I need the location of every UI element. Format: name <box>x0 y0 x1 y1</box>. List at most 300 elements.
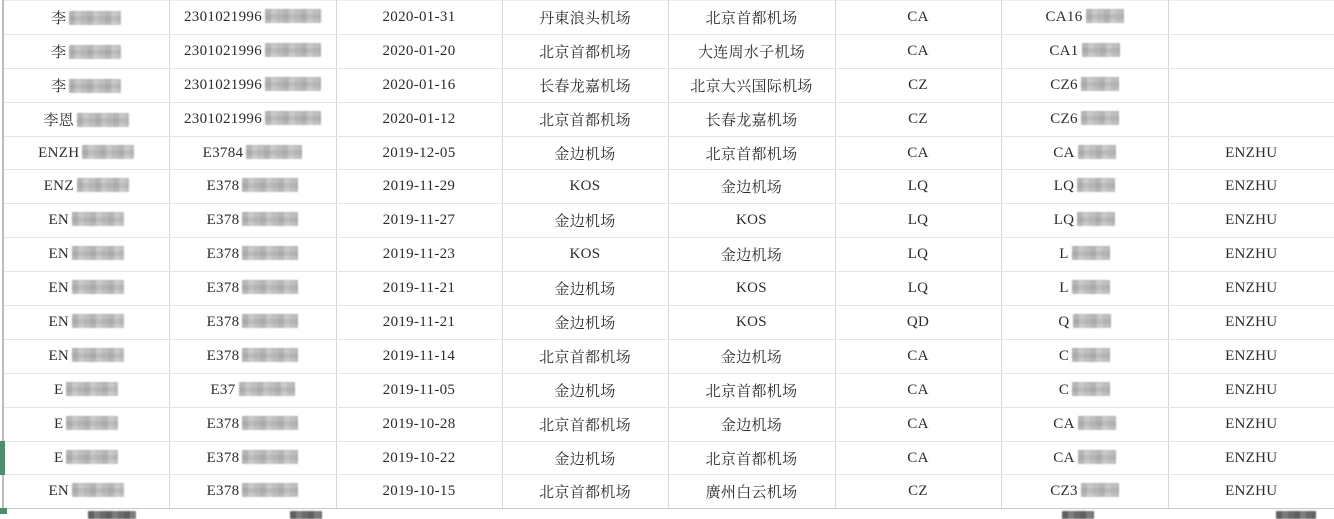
cell-airline-code[interactable] <box>835 136 1001 170</box>
table-row <box>4 407 1334 441</box>
cell-text: CA1 <box>1049 42 1079 59</box>
cell-text: 李 <box>51 44 67 61</box>
cell-flight-date[interactable] <box>336 1 502 35</box>
redaction-patch <box>1072 280 1110 294</box>
redaction-patch <box>1078 145 1116 159</box>
cell-arrival-airport[interactable] <box>668 204 835 238</box>
cell-owner-name[interactable] <box>1168 136 1334 170</box>
redaction-patch <box>1072 348 1110 362</box>
redaction-patch <box>1078 416 1116 430</box>
cell-text: LQ <box>1053 212 1075 229</box>
cell-arrival-airport[interactable] <box>668 373 835 407</box>
cell-text: CA <box>907 347 929 364</box>
cell-text: 金边机场 <box>554 315 616 332</box>
cell-text: LQ <box>907 280 929 297</box>
cell-text: CA <box>907 449 929 466</box>
cell-text: 2019-10-22 <box>382 449 456 466</box>
cell-document-id[interactable] <box>169 306 336 340</box>
cell-text: LQ <box>1053 178 1075 195</box>
cell-text: E <box>54 449 64 466</box>
cell-text: CA <box>1053 449 1075 466</box>
cell-arrival-airport[interactable] <box>668 238 835 272</box>
cell-text: 金边机场 <box>554 146 616 163</box>
cell-text: 丹東浪头机场 <box>539 10 631 27</box>
cell-text: E3784 <box>202 144 244 161</box>
cell-passenger-name[interactable] <box>4 306 169 340</box>
table-row <box>4 339 1334 373</box>
cell-text: ENZHU <box>1225 144 1278 161</box>
redaction-patch <box>72 246 124 260</box>
cell-flight-date[interactable] <box>336 475 502 509</box>
cell-flight-date[interactable] <box>336 102 502 136</box>
redaction-patch <box>72 483 124 497</box>
cell-flight-date[interactable] <box>336 441 502 475</box>
cell-passenger-name[interactable] <box>4 407 169 441</box>
cell-text: CZ <box>908 110 928 127</box>
cell-arrival-airport[interactable] <box>668 68 835 102</box>
selection-corner-mark <box>0 508 7 514</box>
table-row <box>4 170 1334 204</box>
cell-flight-date[interactable] <box>336 68 502 102</box>
redaction-patch <box>242 178 298 192</box>
cell-passenger-name[interactable] <box>4 170 169 204</box>
cell-flight-number[interactable] <box>1001 102 1168 136</box>
table-row <box>4 102 1334 136</box>
cell-text: 2019-11-14 <box>382 347 456 364</box>
cell-passenger-name[interactable] <box>4 373 169 407</box>
redaction-patch <box>242 348 298 362</box>
cell-text: 2019-10-28 <box>382 415 456 432</box>
cell-document-id[interactable] <box>169 1 336 35</box>
cell-text: EN <box>48 246 70 263</box>
redaction-patch <box>1078 450 1116 464</box>
cell-airline-code[interactable] <box>835 475 1001 509</box>
cell-text: 李 <box>51 10 67 27</box>
cell-airline-code[interactable] <box>835 102 1001 136</box>
cell-flight-number[interactable] <box>1001 136 1168 170</box>
cell-airline-code[interactable] <box>835 34 1001 68</box>
cell-arrival-airport[interactable] <box>668 475 835 509</box>
cell-flight-number[interactable] <box>1001 34 1168 68</box>
cell-text: 金边机场 <box>720 248 783 265</box>
cell-text: C <box>1058 347 1070 364</box>
cell-flight-date[interactable] <box>336 204 502 238</box>
cell-airline-code[interactable] <box>835 339 1001 373</box>
cell-flight-date[interactable] <box>336 339 502 373</box>
cell-text: LQ <box>907 212 929 229</box>
redaction-patch <box>1082 43 1120 57</box>
redaction-patch <box>77 113 129 127</box>
cell-airline-code[interactable] <box>835 170 1001 204</box>
cell-passenger-name[interactable] <box>4 272 169 306</box>
redaction-patch-dark <box>290 511 322 519</box>
cell-text: E378 <box>206 347 240 364</box>
cell-flight-date[interactable] <box>336 34 502 68</box>
redaction-patch <box>69 45 121 59</box>
cell-text: CZ6 <box>1050 110 1078 127</box>
cell-text: ENZHU <box>1225 313 1278 330</box>
cell-owner-name[interactable] <box>1168 407 1334 441</box>
redaction-patch <box>242 483 298 497</box>
cell-flight-date[interactable] <box>336 272 502 306</box>
cell-text: 2019-10-15 <box>382 483 456 500</box>
cell-flight-number[interactable] <box>1001 204 1168 238</box>
cell-flight-number[interactable] <box>1001 272 1168 306</box>
redaction-patch <box>1077 212 1115 226</box>
redaction-patch <box>1072 382 1110 396</box>
cell-text: E378 <box>206 280 240 297</box>
cell-text: 李 <box>51 78 67 95</box>
cell-text: 2019-11-29 <box>382 178 456 195</box>
cell-flight-number[interactable] <box>1001 407 1168 441</box>
cell-text: 长春龙嘉机场 <box>705 112 798 129</box>
cell-document-id[interactable] <box>169 475 336 509</box>
cell-departure-airport[interactable] <box>502 102 668 136</box>
cell-passenger-name[interactable] <box>4 34 169 68</box>
cell-document-id[interactable] <box>169 102 336 136</box>
cell-flight-number[interactable] <box>1001 170 1168 204</box>
cell-text: CZ6 <box>1050 76 1078 93</box>
cell-arrival-airport[interactable] <box>668 170 835 204</box>
cell-document-id[interactable] <box>169 339 336 373</box>
cell-text: EN <box>48 313 70 330</box>
cell-owner-name[interactable] <box>1168 441 1334 475</box>
cell-owner-name[interactable] <box>1168 339 1334 373</box>
cell-text: E378 <box>206 313 240 330</box>
table-row <box>4 68 1334 102</box>
cell-document-id[interactable] <box>169 373 336 407</box>
cell-passenger-name[interactable] <box>4 102 169 136</box>
cell-flight-date[interactable] <box>336 373 502 407</box>
table-row <box>4 475 1334 509</box>
cell-text: 2301021996 <box>184 110 262 127</box>
cell-text: ENZHU <box>1225 347 1278 364</box>
cell-departure-airport[interactable] <box>502 306 668 340</box>
cell-flight-number[interactable] <box>1001 306 1168 340</box>
cell-airline-code[interactable] <box>835 204 1001 238</box>
cell-text: KOS <box>736 313 767 330</box>
cell-text: 2301021996 <box>184 8 262 25</box>
redaction-patch <box>72 314 124 328</box>
cell-arrival-airport[interactable] <box>668 441 835 475</box>
cell-owner-name[interactable] <box>1168 475 1334 509</box>
cell-airline-code[interactable] <box>835 441 1001 475</box>
redaction-patch <box>66 416 118 430</box>
redaction-patch <box>246 145 302 159</box>
cell-text: EN <box>48 347 70 364</box>
redaction-patch <box>242 450 298 464</box>
cell-text: 2020-01-16 <box>382 76 456 93</box>
cell-text: CA <box>907 381 929 398</box>
cell-flight-date[interactable] <box>336 136 502 170</box>
cell-text: 金边机场 <box>554 214 616 231</box>
redaction-patch <box>1081 111 1119 125</box>
cell-departure-airport[interactable] <box>502 136 668 170</box>
redaction-patch <box>1081 483 1119 497</box>
cell-passenger-name[interactable] <box>4 238 169 272</box>
redaction-patch <box>1073 314 1111 328</box>
redaction-patch <box>69 79 121 93</box>
selected-row-indicator <box>0 441 5 475</box>
cell-text: EN <box>48 212 70 229</box>
cell-departure-airport[interactable] <box>502 441 668 475</box>
cell-airline-code[interactable] <box>835 272 1001 306</box>
cell-owner-name[interactable] <box>1168 306 1334 340</box>
cell-text: E37 <box>210 381 236 398</box>
cell-text: 2019-11-21 <box>382 313 456 330</box>
cell-text: Q <box>1058 313 1070 330</box>
redaction-patch <box>242 280 298 294</box>
redaction-patch <box>1077 178 1115 192</box>
cell-arrival-airport[interactable] <box>668 306 835 340</box>
cell-text: CZ <box>908 76 928 93</box>
cell-text: CA <box>907 415 929 432</box>
cell-text: ENZHU <box>1225 381 1278 398</box>
cell-text: 廣州白云机场 <box>705 485 798 502</box>
table-row <box>4 1 1334 35</box>
cell-flight-number[interactable] <box>1001 475 1168 509</box>
table-row <box>4 306 1334 340</box>
cell-flight-number[interactable] <box>1001 373 1168 407</box>
cell-text: 金边机场 <box>720 180 783 197</box>
cell-airline-code[interactable] <box>835 407 1001 441</box>
cell-text: KOS <box>736 280 767 297</box>
cell-passenger-name[interactable] <box>4 204 169 238</box>
cell-departure-airport[interactable] <box>502 204 668 238</box>
cell-flight-date[interactable] <box>336 238 502 272</box>
cell-owner-name[interactable] <box>1168 272 1334 306</box>
cell-text: CA16 <box>1045 8 1083 25</box>
redaction-patch <box>66 450 118 464</box>
cell-text: 北京首都机场 <box>539 44 631 61</box>
cell-text: E <box>54 381 64 398</box>
table-row <box>4 204 1334 238</box>
redaction-patch <box>265 43 321 57</box>
redaction-patch <box>242 212 298 226</box>
cell-text: 金边机场 <box>554 383 616 400</box>
cell-text: 2020-01-31 <box>382 8 456 25</box>
cell-text: E378 <box>206 483 240 500</box>
redaction-patch <box>242 416 298 430</box>
redaction-patch <box>265 111 321 125</box>
table-row <box>4 441 1334 475</box>
cell-flight-date[interactable] <box>336 407 502 441</box>
cell-text: 金边机场 <box>720 417 783 434</box>
cell-arrival-airport[interactable] <box>668 136 835 170</box>
cell-text: 2020-01-20 <box>382 42 456 59</box>
cell-text: 北京首都机场 <box>539 485 631 502</box>
table-row <box>4 272 1334 306</box>
redaction-patch <box>77 178 129 192</box>
cell-text: CZ3 <box>1050 483 1078 500</box>
redaction-patch <box>69 11 121 25</box>
redaction-patch-dark <box>1276 511 1316 519</box>
redaction-patch <box>66 382 118 396</box>
cell-departure-airport[interactable] <box>502 339 668 373</box>
cell-owner-name[interactable] <box>1168 373 1334 407</box>
redaction-patch <box>265 77 321 91</box>
cell-text: 北京首都机场 <box>705 10 798 27</box>
cell-owner-name[interactable] <box>1168 204 1334 238</box>
cell-owner-name[interactable] <box>1168 102 1334 136</box>
cell-text: KOS <box>569 246 601 263</box>
table-row <box>4 34 1334 68</box>
cell-text: 2019-11-23 <box>382 246 456 263</box>
cell-text: EN <box>48 280 70 297</box>
cell-flight-number[interactable] <box>1001 1 1168 35</box>
cell-text: L <box>1059 280 1069 297</box>
cell-text: E378 <box>206 246 240 263</box>
cell-document-id[interactable] <box>169 204 336 238</box>
cell-text: 北京首都机场 <box>539 349 631 366</box>
cell-text: 2019-11-05 <box>382 381 456 398</box>
cell-airline-code[interactable] <box>835 306 1001 340</box>
redaction-patch-dark <box>88 511 136 519</box>
cell-text: ENZHU <box>1225 483 1278 500</box>
cell-arrival-airport[interactable] <box>668 272 835 306</box>
cell-text: E378 <box>206 415 240 432</box>
cell-owner-name[interactable] <box>1168 1 1334 35</box>
cell-text: ENZHU <box>1225 449 1278 466</box>
cell-text: E378 <box>206 449 240 466</box>
redaction-patch <box>242 314 298 328</box>
cell-text: ENZHU <box>1225 246 1278 263</box>
cell-text: C <box>1058 381 1070 398</box>
cell-departure-airport[interactable] <box>502 34 668 68</box>
table-row <box>4 136 1334 170</box>
cell-text: CA <box>1053 415 1075 432</box>
cell-airline-code[interactable] <box>835 68 1001 102</box>
cell-departure-airport[interactable] <box>502 373 668 407</box>
cell-text: 金边机场 <box>554 282 616 299</box>
cell-text: 金边机场 <box>554 451 616 468</box>
cell-airline-code[interactable] <box>835 373 1001 407</box>
cell-flight-number[interactable] <box>1001 339 1168 373</box>
cell-text: E <box>54 415 64 432</box>
cell-text: ENZH <box>38 144 80 161</box>
cell-text: LQ <box>907 178 929 195</box>
cell-text: 大连周水子机场 <box>697 44 806 61</box>
cell-flight-number[interactable] <box>1001 441 1168 475</box>
cell-departure-airport[interactable] <box>502 68 668 102</box>
cell-text: 2301021996 <box>184 76 262 93</box>
cell-text: 李恩 <box>43 112 75 129</box>
cell-text: ENZHU <box>1225 178 1278 195</box>
cell-arrival-airport[interactable] <box>668 102 835 136</box>
cell-departure-airport[interactable] <box>502 170 668 204</box>
cell-text: CA <box>907 144 929 161</box>
cell-flight-number[interactable] <box>1001 68 1168 102</box>
cell-passenger-name[interactable] <box>4 339 169 373</box>
cell-departure-airport[interactable] <box>502 1 668 35</box>
cell-owner-name[interactable] <box>1168 68 1334 102</box>
cell-document-id[interactable] <box>169 407 336 441</box>
redaction-patch <box>1081 77 1119 91</box>
cell-arrival-airport[interactable] <box>668 1 835 35</box>
redaction-patch <box>72 280 124 294</box>
cell-text: ENZHU <box>1225 280 1278 297</box>
cell-document-id[interactable] <box>169 136 336 170</box>
cell-document-id[interactable] <box>169 34 336 68</box>
cell-passenger-name[interactable] <box>4 68 169 102</box>
cell-airline-code[interactable] <box>835 238 1001 272</box>
cell-document-id[interactable] <box>169 238 336 272</box>
cell-text: ENZHU <box>1225 415 1278 432</box>
cell-text: QD <box>906 313 930 330</box>
redaction-patch <box>1086 9 1124 23</box>
cell-passenger-name[interactable] <box>4 1 169 35</box>
redaction-patch <box>72 212 124 226</box>
cell-passenger-name[interactable] <box>4 136 169 170</box>
cell-text: KOS <box>736 212 767 229</box>
cell-text: 2019-12-05 <box>382 144 456 161</box>
cell-document-id[interactable] <box>169 441 336 475</box>
cell-departure-airport[interactable] <box>502 407 668 441</box>
cell-text: 北京首都机场 <box>705 451 798 468</box>
cell-departure-airport[interactable] <box>502 272 668 306</box>
cell-owner-name[interactable] <box>1168 170 1334 204</box>
cell-text: 北京首都机场 <box>705 146 798 163</box>
cell-departure-airport[interactable] <box>502 238 668 272</box>
cell-document-id[interactable] <box>169 272 336 306</box>
cell-text: CA <box>907 8 929 25</box>
cell-text: E378 <box>206 178 240 195</box>
cell-owner-name[interactable] <box>1168 34 1334 68</box>
cell-text: CA <box>907 42 929 59</box>
cell-text: 北京首都机场 <box>539 112 631 129</box>
redaction-patch <box>1072 246 1110 260</box>
cell-airline-code[interactable] <box>835 1 1001 35</box>
cell-arrival-airport[interactable] <box>668 339 835 373</box>
cell-text: CA <box>1053 144 1075 161</box>
cell-text: 北京大兴国际机场 <box>690 78 813 95</box>
redaction-patch <box>265 9 321 23</box>
redaction-patch <box>239 382 295 396</box>
cell-text: 金边机场 <box>720 349 783 366</box>
redaction-patch <box>242 246 298 260</box>
cell-arrival-airport[interactable] <box>668 34 835 68</box>
flight-records-table <box>4 0 1334 509</box>
cell-flight-date[interactable] <box>336 170 502 204</box>
cell-text: ENZHU <box>1225 212 1278 229</box>
cell-text: L <box>1059 246 1069 263</box>
cell-text: 长春龙嘉机场 <box>539 78 631 95</box>
table-body <box>4 1 1334 509</box>
cell-document-id[interactable] <box>169 68 336 102</box>
cell-passenger-name[interactable] <box>4 441 169 475</box>
cell-text: 北京首都机场 <box>539 417 631 434</box>
cell-flight-date[interactable] <box>336 306 502 340</box>
redaction-patch <box>82 145 134 159</box>
table-row <box>4 373 1334 407</box>
cell-flight-number[interactable] <box>1001 238 1168 272</box>
redaction-patch-dark <box>1062 511 1094 519</box>
cell-arrival-airport[interactable] <box>668 407 835 441</box>
cell-text: KOS <box>569 178 601 195</box>
cell-document-id[interactable] <box>169 170 336 204</box>
cell-text: 2019-11-27 <box>382 212 456 229</box>
cell-text: 2301021996 <box>184 42 262 59</box>
redaction-patch <box>72 348 124 362</box>
cell-departure-airport[interactable] <box>502 475 668 509</box>
cell-text: 2019-11-21 <box>382 280 456 297</box>
cell-passenger-name[interactable] <box>4 475 169 509</box>
cell-text: EN <box>48 483 70 500</box>
cell-text: 北京首都机场 <box>705 383 798 400</box>
cell-owner-name[interactable] <box>1168 238 1334 272</box>
table-row <box>4 238 1334 272</box>
cell-text: ENZ <box>43 178 74 195</box>
